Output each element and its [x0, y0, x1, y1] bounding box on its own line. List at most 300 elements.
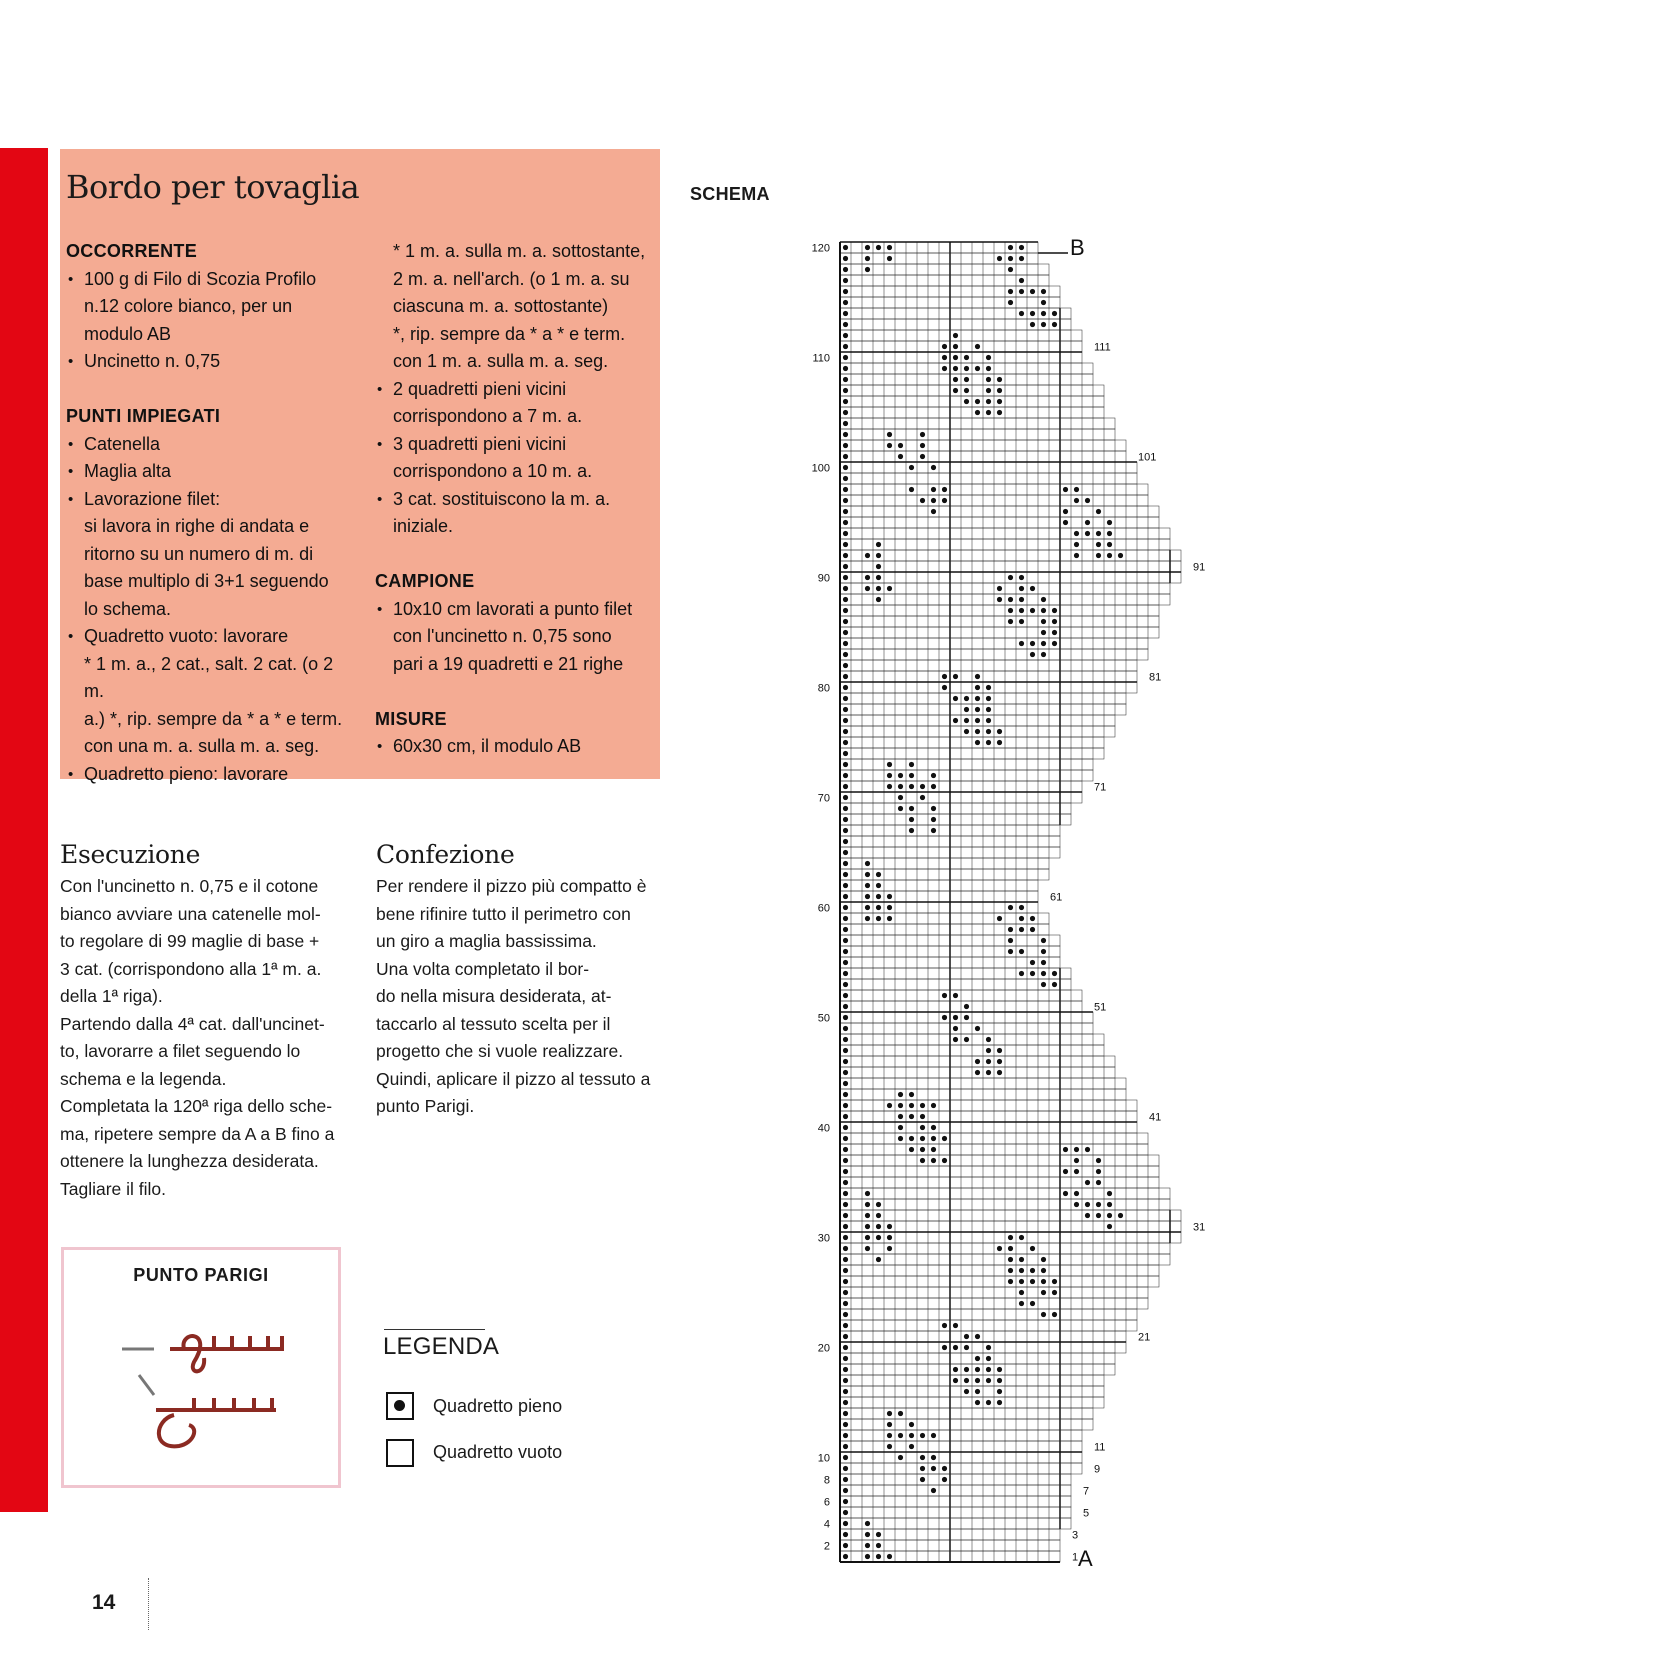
chart-filled-cell [843, 421, 848, 426]
chart-left-label: 100 [811, 462, 830, 475]
chart-filled-cell [843, 1345, 848, 1350]
chart-filled-cell [843, 806, 848, 811]
chart-filled-cell [931, 1466, 936, 1471]
chart-filled-cell [931, 465, 936, 470]
chart-filled-cell [1019, 586, 1024, 591]
chart-filled-cell [1008, 1246, 1013, 1251]
chart-filled-cell [843, 1323, 848, 1328]
chart-filled-cell [843, 267, 848, 272]
esecuzione-text [60, 873, 345, 1203]
chart-filled-cell [920, 795, 925, 800]
chart-filled-cell [865, 1224, 870, 1229]
chart-filled-cell [1074, 553, 1079, 558]
chart-filled-cell [953, 1345, 958, 1350]
chart-filled-cell [1052, 971, 1057, 976]
chart-filled-cell [1052, 641, 1057, 646]
chart-filled-cell [843, 1334, 848, 1339]
chart-filled-cell [843, 410, 848, 415]
chart-filled-cell [920, 432, 925, 437]
notes-item: • 3 quadretti pieni vicini corrispondono a 10 m. a. [375, 431, 665, 486]
chart-filled-cell [964, 707, 969, 712]
chart-filled-cell [931, 1147, 936, 1152]
chart-filled-cell [843, 971, 848, 976]
chart-filled-cell [1041, 619, 1046, 624]
chart-filled-cell [975, 707, 980, 712]
chart-filled-cell [1041, 949, 1046, 954]
chart-filled-cell [898, 443, 903, 448]
chart-right-label: 61 [1050, 891, 1063, 904]
chart-filled-cell [843, 542, 848, 547]
chart-row [840, 891, 1038, 902]
red-margin-bar [0, 148, 48, 1512]
chart-filled-cell [909, 762, 914, 767]
chart-row [840, 671, 1137, 682]
chart-row [840, 1012, 1093, 1023]
punti-heading: PUNTI IMPIEGATI [66, 406, 221, 426]
chart-filled-cell [920, 1103, 925, 1108]
chart-filled-cell [1107, 542, 1112, 547]
occorrente-item: • Uncinetto n. 0,75 [66, 348, 356, 376]
chart-filled-cell [843, 597, 848, 602]
chart-filled-cell [931, 1125, 936, 1130]
chart-left-label: 80 [817, 682, 830, 695]
chart-row [840, 1408, 1093, 1419]
chart-left-label: 120 [811, 242, 830, 255]
chart-filled-cell [986, 696, 991, 701]
chart-filled-cell [843, 476, 848, 481]
chart-row [840, 1100, 1137, 1111]
chart-row [840, 594, 1170, 605]
legend-vuoto-label: Quadretto vuoto [433, 1442, 563, 1462]
chart-filled-cell [1085, 1213, 1090, 1218]
chart-filled-cell [1041, 1279, 1046, 1284]
chart-right-label: 11 [1094, 1441, 1106, 1454]
chart-row [840, 1496, 1071, 1507]
chart-filled-cell [1063, 520, 1068, 525]
schema-label: SCHEMA [690, 184, 770, 204]
chart-filled-cell [920, 1136, 925, 1141]
chart-filled-cell [986, 707, 991, 712]
chart-row [840, 418, 1115, 429]
chart-filled-cell [843, 1279, 848, 1284]
chart-filled-cell [953, 1037, 958, 1042]
chart-filled-cell [1063, 487, 1068, 492]
chart-filled-cell [843, 1081, 848, 1086]
chart-row [840, 1067, 1115, 1078]
chart-filled-cell [887, 894, 892, 899]
chart-filled-cell [964, 696, 969, 701]
chart-filled-cell [953, 355, 958, 360]
chart-filled-cell [931, 1158, 936, 1163]
quadretto-pieno-continuation: * 1 m. a. sulla m. a. sottostante, 2 m. a. nell'arch. (o 1 m. a. su ciascuna m. a. sottostante) *, rip. sempre da * a * e term. con 1 m. a. sulla m. a. seg. [393, 241, 646, 371]
chart-filled-cell [843, 927, 848, 932]
chart-filled-cell [865, 1554, 870, 1559]
chart-filled-cell [876, 1235, 881, 1240]
chart-filled-cell [1085, 531, 1090, 536]
chart-filled-cell [843, 245, 848, 250]
chart-filled-cell [931, 1136, 936, 1141]
chart-filled-cell [986, 1070, 991, 1075]
chart-left-label: 2 [823, 1540, 830, 1553]
chart-filled-cell [909, 1147, 914, 1152]
punto-parigi-illustration [64, 1250, 338, 1485]
chart-filled-cell [1107, 1202, 1112, 1207]
chart-filled-cell [865, 916, 870, 921]
chart-filled-cell [843, 993, 848, 998]
chart-filled-cell [1074, 1158, 1079, 1163]
chart-filled-cell [843, 641, 848, 646]
chart-filled-cell [843, 916, 848, 921]
chart-filled-cell [843, 586, 848, 591]
chart-filled-cell [876, 245, 881, 250]
chart-filled-cell [865, 1202, 870, 1207]
chart-filled-cell [898, 784, 903, 789]
chart-filled-cell [1019, 1301, 1024, 1306]
chart-right-label: 5 [1083, 1507, 1090, 1520]
chart-filled-cell [898, 454, 903, 459]
chart-filled-cell [843, 344, 848, 349]
chart-row [840, 880, 1038, 891]
esecuzione-line: 3 cat. (corrispondono alla 1ª m. a. [60, 958, 322, 979]
chart-filled-cell [920, 1147, 925, 1152]
campione-list [375, 596, 665, 679]
chart-filled-cell [865, 1521, 870, 1526]
chart-filled-cell [909, 1433, 914, 1438]
chart-filled-cell [964, 355, 969, 360]
chart-row [840, 627, 1159, 638]
chart-filled-cell [1074, 542, 1079, 547]
chart-filled-cell [1063, 1147, 1068, 1152]
confezione-line: progetto che si vuole realizzare. [376, 1041, 624, 1061]
chart-filled-cell [1085, 498, 1090, 503]
chart-filled-cell [887, 432, 892, 437]
chart-filled-cell [975, 674, 980, 679]
chart-right-label: 41 [1149, 1111, 1162, 1124]
chart-filled-cell [942, 366, 947, 371]
esecuzione-heading: Esecuzione [60, 840, 201, 869]
chart-filled-cell [997, 729, 1002, 734]
chart-left-label: 8 [823, 1474, 830, 1487]
filled-square-icon [386, 1392, 414, 1420]
chart-row [840, 1342, 1126, 1353]
chart-filled-cell [1096, 1158, 1101, 1163]
chart-filled-cell [843, 1554, 848, 1559]
chart-filled-cell [997, 1048, 1002, 1053]
chart-filled-cell [1019, 1235, 1024, 1240]
chart-left-label: 10 [817, 1452, 830, 1465]
chart-row [840, 1023, 1093, 1034]
chart-filled-cell [997, 399, 1002, 404]
chart-filled-cell [1041, 1312, 1046, 1317]
chart-row [840, 308, 1071, 319]
chart-filled-cell [898, 773, 903, 778]
chart-filled-cell [843, 509, 848, 514]
chart-filled-cell [898, 1455, 903, 1460]
chart-filled-cell [843, 1235, 848, 1240]
chart-row [840, 1353, 1115, 1364]
chart-row [840, 1177, 1159, 1188]
chart-row [840, 1111, 1137, 1122]
chart-filled-cell [920, 1433, 925, 1438]
chart-filled-cell [843, 1378, 848, 1383]
chart-row [840, 1518, 1071, 1529]
chart-row [840, 429, 1115, 440]
chart-filled-cell [843, 1290, 848, 1295]
chart-filled-cell [843, 311, 848, 316]
confezione-line: do nella misura desiderata, at- [376, 986, 612, 1006]
chart-filled-cell [887, 1433, 892, 1438]
chart-filled-cell [909, 1092, 914, 1097]
chart-row [840, 319, 1071, 330]
chart-filled-cell [843, 949, 848, 954]
chart-filled-cell [953, 1367, 958, 1372]
chart-filled-cell [865, 1235, 870, 1240]
chart-row [840, 1144, 1148, 1155]
occorrente-item: • 100 g di Filo di Scozia Profilo n.12 colore bianco, per un modulo AB [66, 266, 356, 349]
chart-filled-cell [1107, 553, 1112, 558]
chart-filled-cell [1008, 1235, 1013, 1240]
chart-filled-cell [887, 1422, 892, 1427]
chart-filled-cell [1008, 256, 1013, 261]
chart-filled-cell [843, 1422, 848, 1427]
chart-filled-cell [898, 1125, 903, 1130]
esecuzione-line: to regolare di 99 maglie di base + [60, 931, 320, 951]
chart-row [840, 869, 1049, 880]
occorrente-list [66, 266, 356, 376]
chart-filled-cell [843, 1092, 848, 1097]
chart-filled-cell [953, 993, 958, 998]
chart-right-label: 81 [1149, 671, 1162, 684]
chart-filled-cell [843, 1389, 848, 1394]
chart-filled-cell [876, 564, 881, 569]
chart-filled-cell [1074, 487, 1079, 492]
chart-filled-cell [986, 1400, 991, 1405]
chart-row [840, 440, 1126, 451]
chart-row [840, 275, 1049, 286]
chart-filled-cell [843, 938, 848, 943]
chart-row [840, 715, 1115, 726]
chart-filled-cell [920, 1466, 925, 1471]
chart-filled-cell [898, 1136, 903, 1141]
chart-filled-cell [887, 1235, 892, 1240]
chart-filled-cell [942, 685, 947, 690]
chart-filled-cell [1019, 597, 1024, 602]
chart-filled-cell [986, 377, 991, 382]
chart-filled-cell [1019, 971, 1024, 976]
chart-filled-cell [997, 597, 1002, 602]
chart-filled-cell [1019, 1290, 1024, 1295]
chart-filled-cell [843, 432, 848, 437]
chart-filled-cell [887, 784, 892, 789]
chart-filled-cell [843, 1191, 848, 1196]
chart-row [840, 330, 1082, 341]
chart-filled-cell [1019, 1279, 1024, 1284]
chart-filled-cell [975, 696, 980, 701]
chart-row [840, 1375, 1104, 1386]
chart-filled-cell [865, 1532, 870, 1537]
chart-left-label: 6 [823, 1496, 830, 1509]
chart-row [840, 759, 1093, 770]
chart-filled-cell [1085, 520, 1090, 525]
chart-row [840, 396, 1104, 407]
chart-filled-cell [909, 1444, 914, 1449]
chart-filled-cell [920, 498, 925, 503]
chart-filled-cell [843, 1202, 848, 1207]
chart-filled-cell [986, 1356, 991, 1361]
chart-filled-cell [843, 564, 848, 569]
chart-filled-cell [1019, 619, 1024, 624]
chart-row [840, 979, 1071, 990]
chart-right-label: 9 [1094, 1463, 1101, 1476]
chart-filled-cell [843, 828, 848, 833]
chart-filled-cell [909, 817, 914, 822]
chart-row [840, 253, 1038, 264]
chart-filled-cell [843, 1048, 848, 1053]
chart-filled-cell [953, 366, 958, 371]
page-number: 14 [92, 1591, 116, 1614]
chart-left-label: 70 [817, 792, 830, 805]
chart-filled-cell [964, 388, 969, 393]
chart-filled-cell [843, 1180, 848, 1185]
chart-filled-cell [843, 718, 848, 723]
chart-filled-cell [1074, 498, 1079, 503]
chart-row [840, 638, 1148, 649]
chart-filled-cell [986, 685, 991, 690]
chart-filled-cell [887, 916, 892, 921]
esecuzione-line: Partendo dalla 4ª cat. dall'uncinet- [60, 1013, 325, 1034]
chart-filled-cell [887, 905, 892, 910]
chart-filled-cell [898, 1092, 903, 1097]
chart-filled-cell [843, 1411, 848, 1416]
chart-filled-cell [997, 1400, 1002, 1405]
chart-filled-cell [1041, 652, 1046, 657]
chart-right-label: 101 [1138, 451, 1157, 464]
chart-filled-cell [887, 1411, 892, 1416]
chart-row [840, 781, 1082, 792]
misure-list [375, 733, 665, 761]
chart-filled-cell [843, 1037, 848, 1042]
confezione-line: Per rendere il pizzo più compatto è [376, 876, 647, 896]
chart-filled-cell [865, 575, 870, 580]
chart-filled-cell [1052, 630, 1057, 635]
page-title: Bordo per tovaglia [66, 168, 360, 206]
chart-filled-cell [843, 443, 848, 448]
chart-row [840, 858, 1049, 869]
chart-filled-cell [997, 377, 1002, 382]
chart-row [840, 770, 1093, 781]
chart-filled-cell [975, 1334, 980, 1339]
chart-filled-cell [975, 399, 980, 404]
chart-row [840, 1397, 1104, 1408]
chart-filled-cell [843, 1532, 848, 1537]
chart-filled-cell [843, 850, 848, 855]
chart-filled-cell [843, 1125, 848, 1130]
chart-filled-cell [887, 773, 892, 778]
chart-filled-cell [843, 872, 848, 877]
chart-filled-cell [843, 608, 848, 613]
chart-row [840, 1474, 1071, 1485]
chart-filled-cell [1052, 322, 1057, 327]
chart-filled-cell [843, 707, 848, 712]
punti-item: • Maglia alta [66, 458, 356, 486]
chart-filled-cell [876, 1202, 881, 1207]
chart-filled-cell [843, 1169, 848, 1174]
page-number-rule [148, 1578, 150, 1630]
chart-filled-cell [953, 1026, 958, 1031]
chart-row [840, 1166, 1159, 1177]
chart-filled-cell [876, 1213, 881, 1218]
chart-filled-cell [843, 278, 848, 283]
chart-filled-cell [843, 619, 848, 624]
chart-row [840, 1309, 1137, 1320]
chart-filled-cell [953, 696, 958, 701]
chart-filled-cell [1052, 1279, 1057, 1284]
chart-filled-cell [953, 333, 958, 338]
chart-filled-cell [1030, 1301, 1035, 1306]
chart-filled-cell [887, 1554, 892, 1559]
chart-right-label: 91 [1193, 561, 1206, 574]
chart-row [840, 1485, 1071, 1496]
chart-filled-cell [1019, 289, 1024, 294]
chart-filled-cell [843, 1400, 848, 1405]
chart-filled-cell [997, 740, 1002, 745]
chart-filled-cell [953, 388, 958, 393]
chart-filled-cell [1041, 608, 1046, 613]
chart-filled-cell [843, 300, 848, 305]
chart-filled-cell [964, 1389, 969, 1394]
chart-row [840, 1430, 1082, 1441]
chart-filled-cell [865, 1543, 870, 1548]
chart-right-label: 31 [1193, 1221, 1206, 1234]
chart-filled-cell [1041, 971, 1046, 976]
chart-filled-cell [997, 586, 1002, 591]
chart-filled-cell [920, 1125, 925, 1130]
chart-row [840, 341, 1082, 352]
chart-filled-cell [865, 586, 870, 591]
chart-filled-cell [1019, 311, 1024, 316]
chart-filled-cell [953, 377, 958, 382]
chart-filled-cell [1008, 289, 1013, 294]
chart-filled-cell [843, 751, 848, 756]
chart-filled-cell [843, 894, 848, 899]
chart-filled-cell [887, 1444, 892, 1449]
chart-row [840, 1122, 1137, 1133]
chart-filled-cell [1030, 641, 1035, 646]
chart-filled-cell [865, 1246, 870, 1251]
chart-filled-cell [1118, 553, 1123, 558]
campione-heading: CAMPIONE [375, 571, 475, 591]
chart-filled-cell [1041, 322, 1046, 327]
chart-filled-cell [1030, 652, 1035, 657]
chart-filled-cell [1052, 1312, 1057, 1317]
chart-filled-cell [909, 806, 914, 811]
chart-filled-cell [865, 1213, 870, 1218]
chart-filled-cell [964, 1004, 969, 1009]
chart-filled-cell [964, 377, 969, 382]
chart-left-label: 50 [817, 1012, 830, 1025]
chart-filled-cell [975, 1400, 980, 1405]
chart-filled-cell [1096, 509, 1101, 514]
punto-parigi-title: PUNTO PARIGI [133, 1265, 269, 1285]
chart-filled-cell [1107, 1213, 1112, 1218]
chart-filled-cell [1041, 938, 1046, 943]
chart-filled-cell [843, 1521, 848, 1526]
chart-filled-cell [843, 982, 848, 987]
chart-filled-cell [975, 1070, 980, 1075]
chart-row [840, 847, 1060, 858]
chart-filled-cell [843, 498, 848, 503]
chart-filled-cell [1041, 289, 1046, 294]
